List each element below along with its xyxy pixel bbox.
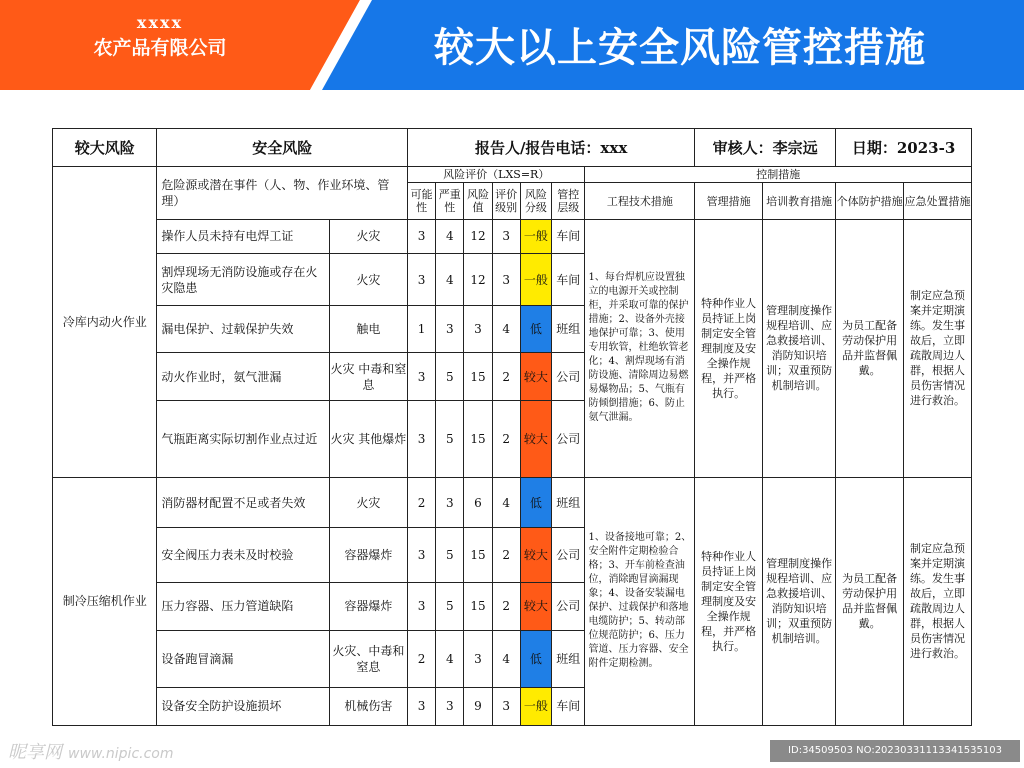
hazard-cell: 设备跑冒滴漏: [157, 631, 329, 687]
risk-value-cell: 9: [464, 687, 492, 725]
risk-value-header: 风险值: [464, 183, 492, 219]
hazard-cell: 气瓶距离实际切割作业点过近: [157, 401, 329, 478]
hazard-cell: 压力容器、压力管道缺陷: [157, 582, 329, 630]
likelihood-cell: 3: [408, 401, 436, 478]
eval-level-cell: 2: [492, 401, 520, 478]
risk-cell: 火灾: [329, 254, 407, 306]
eval-level-header: 评价级别: [492, 183, 520, 219]
likelihood-cell: 2: [408, 631, 436, 687]
risk-grade-cell: 一般: [520, 687, 551, 725]
eval-level-cell: 3: [492, 219, 520, 253]
hazard-header: 危险源或潜在事件（人、物、作业环境、管理）: [157, 167, 408, 219]
table-title-row: [53, 129, 972, 167]
control-level-cell: 班组: [552, 477, 585, 527]
severity-cell: 3: [436, 306, 464, 352]
control-level-cell: 班组: [552, 631, 585, 687]
severity-cell: 5: [436, 528, 464, 582]
likelihood-cell: 3: [408, 352, 436, 400]
risk-grade-cell: 一般: [520, 254, 551, 306]
severity-cell: 3: [436, 477, 464, 527]
severity-cell: 3: [436, 687, 464, 725]
emergency-header: 应急处置措施: [904, 183, 972, 219]
emergency-measures: 制定应急预案并定期演练。发生事故后，立即疏散周边人群，根据人员伤害情况进行救治。: [904, 477, 972, 725]
risk-grade-cell: 较大: [520, 401, 551, 478]
eval-level-cell: 2: [492, 528, 520, 582]
hazard-cell: 割焊现场无消防设施或存在火灾隐患: [157, 254, 329, 306]
severity-header: 严重性: [436, 183, 464, 219]
date-cell: 日期：2023-3: [836, 129, 972, 167]
management-measures: 特种作业人员持证上岗制定安全管理制度及安全操作规程，并严格执行。: [695, 477, 763, 725]
control-level-cell: 公司: [552, 528, 585, 582]
control-header: 控制措施: [585, 167, 972, 183]
risk-cell: 触电: [329, 306, 407, 352]
header-banner: [0, 0, 1024, 90]
ppe-header: 个体防护措施: [836, 183, 904, 219]
risk-cell: 容器爆炸: [329, 528, 407, 582]
eval-level-cell: 2: [492, 352, 520, 400]
group-name: 制冷压缩机作业: [53, 477, 157, 725]
emergency-measures: 制定应急预案并定期演练。发生事故后，立即疏散周边人群，根据人员伤害情况进行救治。: [904, 219, 972, 477]
watermark-logo: [8, 738, 174, 764]
severity-cell: 5: [436, 401, 464, 478]
eval-level-cell: 2: [492, 582, 520, 630]
watermark-url: www.nipic.com: [68, 746, 174, 762]
eval-level-cell: 4: [492, 631, 520, 687]
eval-level-cell: 4: [492, 306, 520, 352]
watermark-logo-text: 昵享网: [8, 742, 62, 763]
major-risk-header: 较大风险: [53, 129, 157, 167]
company-name: [40, 12, 280, 62]
risk-eval-header: 风险评价（LXS=R）: [408, 167, 585, 183]
control-level-header: 管控层级: [552, 183, 585, 219]
eval-level-cell: 4: [492, 477, 520, 527]
likelihood-cell: 3: [408, 687, 436, 725]
eval-level-cell: 3: [492, 687, 520, 725]
control-level-cell: 班组: [552, 306, 585, 352]
severity-cell: 4: [436, 219, 464, 253]
hazard-cell: 消防器材配置不足或者失效: [157, 477, 329, 527]
hazard-cell: 漏电保护、过载保护失效: [157, 306, 329, 352]
management-header: 管理措施: [695, 183, 763, 219]
risk-cell: 火灾 其他爆炸: [329, 401, 407, 478]
header-row-1: [53, 167, 972, 183]
image-id-tag: ID:34509503 NO:20230331113341535103: [770, 740, 1020, 762]
risk-value-cell: 15: [464, 401, 492, 478]
risk-value-cell: 12: [464, 254, 492, 306]
severity-cell: 5: [436, 352, 464, 400]
hazard-cell: 操作人员未持有电焊工证: [157, 219, 329, 253]
table-row: [53, 219, 972, 253]
risk-value-cell: 15: [464, 528, 492, 582]
risk-value-cell: 12: [464, 219, 492, 253]
engineering-measures: 1、每台焊机应设置独立的电源开关或控制柜，并采取可靠的保护措施；2、设备外壳接地保护可靠；3、使用专用软管，杜绝软管老化；4、割焊现场有消防设施、清除周边易燃易爆物品；5、气瓶有防倾倒措施；6、防止氨气泄漏。: [585, 219, 695, 477]
hazard-cell: 设备安全防护设施损坏: [157, 687, 329, 725]
training-header: 培训教育措施: [763, 183, 836, 219]
risk-grade-cell: 较大: [520, 528, 551, 582]
risk-value-cell: 15: [464, 582, 492, 630]
control-level-cell: 车间: [552, 254, 585, 306]
page-title: 较大以上安全风险管控措施: [434, 24, 926, 71]
hazard-cell: 安全阀压力表未及时校验: [157, 528, 329, 582]
risk-value-cell: 6: [464, 477, 492, 527]
table-row: [53, 477, 972, 527]
risk-cell: 火灾 中毒和窒息: [329, 352, 407, 400]
likelihood-cell: 1: [408, 306, 436, 352]
risk-grade-cell: 较大: [520, 582, 551, 630]
severity-cell: 4: [436, 254, 464, 306]
group-name: 冷库内动火作业: [53, 167, 157, 478]
risk-grade-cell: 较大: [520, 352, 551, 400]
likelihood-cell: 3: [408, 528, 436, 582]
likelihood-header: 可能性: [408, 183, 436, 219]
training-measures: 管理制度操作规程培训、应急救援培训、消防知识培训；双重预防机制培训。: [763, 477, 836, 725]
severity-cell: 5: [436, 582, 464, 630]
safety-risk-header: 安全风险: [157, 129, 408, 167]
risk-value-cell: 15: [464, 352, 492, 400]
risk-value-cell: 3: [464, 306, 492, 352]
engineering-header: 工程技术措施: [585, 183, 695, 219]
hazard-cell: 动火作业时，氨气泄漏: [157, 352, 329, 400]
risk-grade-cell: 一般: [520, 219, 551, 253]
risk-table-wrapper: [52, 128, 974, 726]
likelihood-cell: 2: [408, 477, 436, 527]
control-level-cell: 公司: [552, 352, 585, 400]
risk-grade-header: 风险分级: [520, 183, 551, 219]
ppe-measures: 为员工配备劳动保护用品并监督佩戴。: [836, 219, 904, 477]
likelihood-cell: 3: [408, 582, 436, 630]
management-measures: 特种作业人员持证上岗制定安全管理制度及安全操作规程，并严格执行。: [695, 219, 763, 477]
training-measures: 管理制度操作规程培训、应急救援培训、消防知识培训；双重预防机制培训。: [763, 219, 836, 477]
control-level-cell: 车间: [552, 687, 585, 725]
reviewer-cell: 审核人：李宗远: [695, 129, 836, 167]
risk-value-cell: 3: [464, 631, 492, 687]
risk-control-table: [52, 128, 972, 726]
severity-cell: 4: [436, 631, 464, 687]
risk-cell: 火灾: [329, 219, 407, 253]
engineering-measures: 1、设备接地可靠；2、安全附件定期检验合格；3、开车前检查油位，消除跑冒滴漏现象；4、设备安装漏电保护、过载保护和落地电缆防护；5、转动部位规范防护；6、压力管道、压力容器、安全附件定期检测。: [585, 477, 695, 725]
eval-level-cell: 3: [492, 254, 520, 306]
ppe-measures: 为员工配备劳动保护用品并监督佩戴。: [836, 477, 904, 725]
control-level-cell: 公司: [552, 401, 585, 478]
risk-cell: 机械伤害: [329, 687, 407, 725]
risk-grade-cell: 低: [520, 631, 551, 687]
risk-cell: 容器爆炸: [329, 582, 407, 630]
risk-cell: 火灾、中毒和窒息: [329, 631, 407, 687]
likelihood-cell: 3: [408, 254, 436, 306]
control-level-cell: 公司: [552, 582, 585, 630]
risk-grade-cell: 低: [520, 477, 551, 527]
reporter-cell: 报告人/报告电话：xxx: [408, 129, 695, 167]
control-level-cell: 车间: [552, 219, 585, 253]
company-line1: xxxx: [136, 13, 184, 32]
likelihood-cell: 3: [408, 219, 436, 253]
risk-grade-cell: 低: [520, 306, 551, 352]
risk-cell: 火灾: [329, 477, 407, 527]
company-line2: 农产品有限公司: [93, 37, 227, 59]
